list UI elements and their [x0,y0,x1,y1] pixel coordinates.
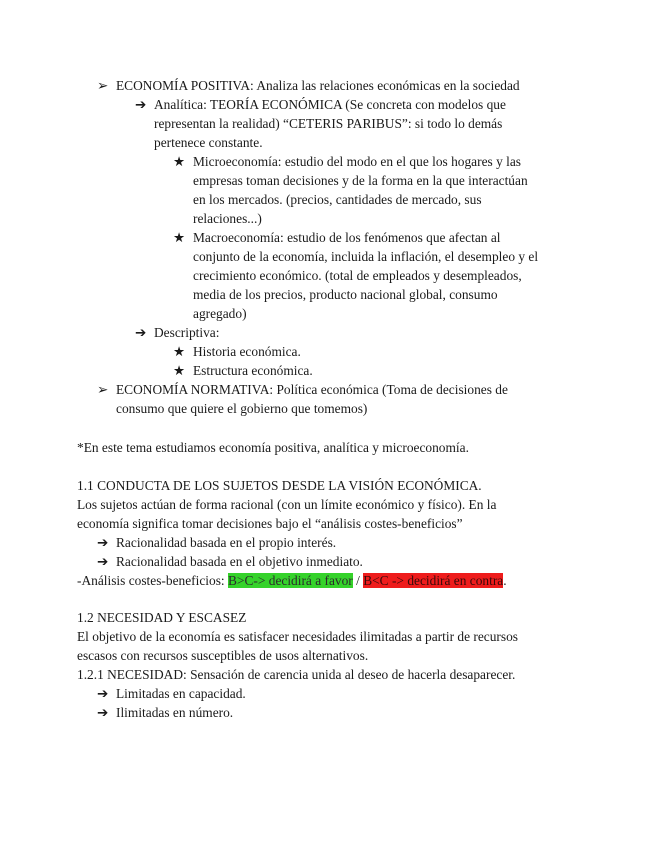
triangle-bullet-icon: ➢ [97,382,109,397]
rationality-item: Racionalidad basada en el objetivo inmediato. [116,554,363,569]
necesidad-item: Limitadas en capacidad. [116,686,246,701]
micro-line: en los mercados. (precios, cantidades de mercado, sus [193,192,482,207]
arrow-bullet-icon: ➔ [97,705,109,720]
section-1-2-body: escasos con recursos susceptibles de usos alternativos. [77,648,369,663]
micro-line: relaciones...) [193,211,262,226]
arrow-bullet-icon: ➔ [97,535,109,550]
section-1-2-body: El objetivo de la economía es satisfacer necesidades ilimitadas a partir de recursos [77,629,518,644]
favor-highlight: B>C-> decidirá a favor [227,573,353,588]
analitica-line: pertenece constante. [154,135,263,150]
analitica-line: Analítica: TEORÍA ECONÓMICA (Se concreta con modelos que [154,97,506,112]
star-bullet-icon: ★ [173,363,186,378]
star-bullet-icon: ★ [173,154,186,169]
macro-line: media de los precios, producto nacional global, consumo [193,287,498,302]
arrow-bullet-icon: ➔ [135,325,147,340]
arrow-bullet-icon: ➔ [97,686,109,701]
arrow-bullet-icon: ➔ [135,97,147,112]
star-bullet-icon: ★ [173,344,186,359]
period: . [503,573,507,588]
arrow-bullet-icon: ➔ [97,554,109,569]
section-1-1-heading: 1.1 CONDUCTA DE LOS SUJETOS DESDE LA VISIÓN ECONÓMICA. [77,478,482,493]
descriptiva-item: Estructura económica. [193,363,313,378]
normativa-line: consumo que quiere el gobierno que tomemos) [116,401,368,416]
micro-line: empresas toman decisiones y de la forma en la que interactúan [193,173,528,188]
section-1-1-body: Los sujetos actúan de forma racional (con un límite económico y físico). En la [77,497,497,512]
descriptiva-title: Descriptiva: [154,325,220,340]
rationality-item: Racionalidad basada en el propio interés. [116,535,337,550]
positiva-title: ECONOMÍA POSITIVA: Analiza las relaciones económicas en la sociedad [116,78,520,93]
cost-benefit-prefix: -Análisis costes-beneficios: [77,573,228,588]
contra-highlight: B<C -> decidirá en contra [363,573,504,588]
normativa-line: ECONOMÍA NORMATIVA: Política económica (Toma de decisiones de [116,382,508,397]
scope-note: *En este tema estudiamos economía positiva, analítica y microeconomía. [77,440,469,455]
triangle-bullet-icon: ➢ [97,78,109,93]
necesidad-item: Ilimitadas en número. [116,705,234,720]
macro-line: Macroeconomía: estudio de los fenómenos que afectan al [193,230,501,245]
macro-line: conjunto de la economía, incluida la inflación, el desempleo y el [193,249,539,264]
macro-line: crecimiento económico. (total de empleados y desempleados, [193,268,522,283]
micro-line: Microeconomía: estudio del modo en el que los hogares y las [193,154,521,169]
star-bullet-icon: ★ [173,230,186,245]
necesidad-definition: 1.2.1 NECESIDAD: Sensación de carencia unida al deseo de hacerla desaparecer. [77,667,516,682]
macro-line: agregado) [193,306,247,321]
section-1-2-heading: 1.2 NECESIDAD Y ESCASEZ [77,610,247,625]
separator: / [352,573,364,588]
cost-benefit-line [77,571,507,590]
section-1-1-body: economía significa tomar decisiones bajo el “análisis costes-beneficios” [77,516,463,531]
analitica-line: representan la realidad) “CETERIS PARIBUS”: si todo lo demás [154,116,503,131]
descriptiva-item: Historia económica. [193,344,301,359]
